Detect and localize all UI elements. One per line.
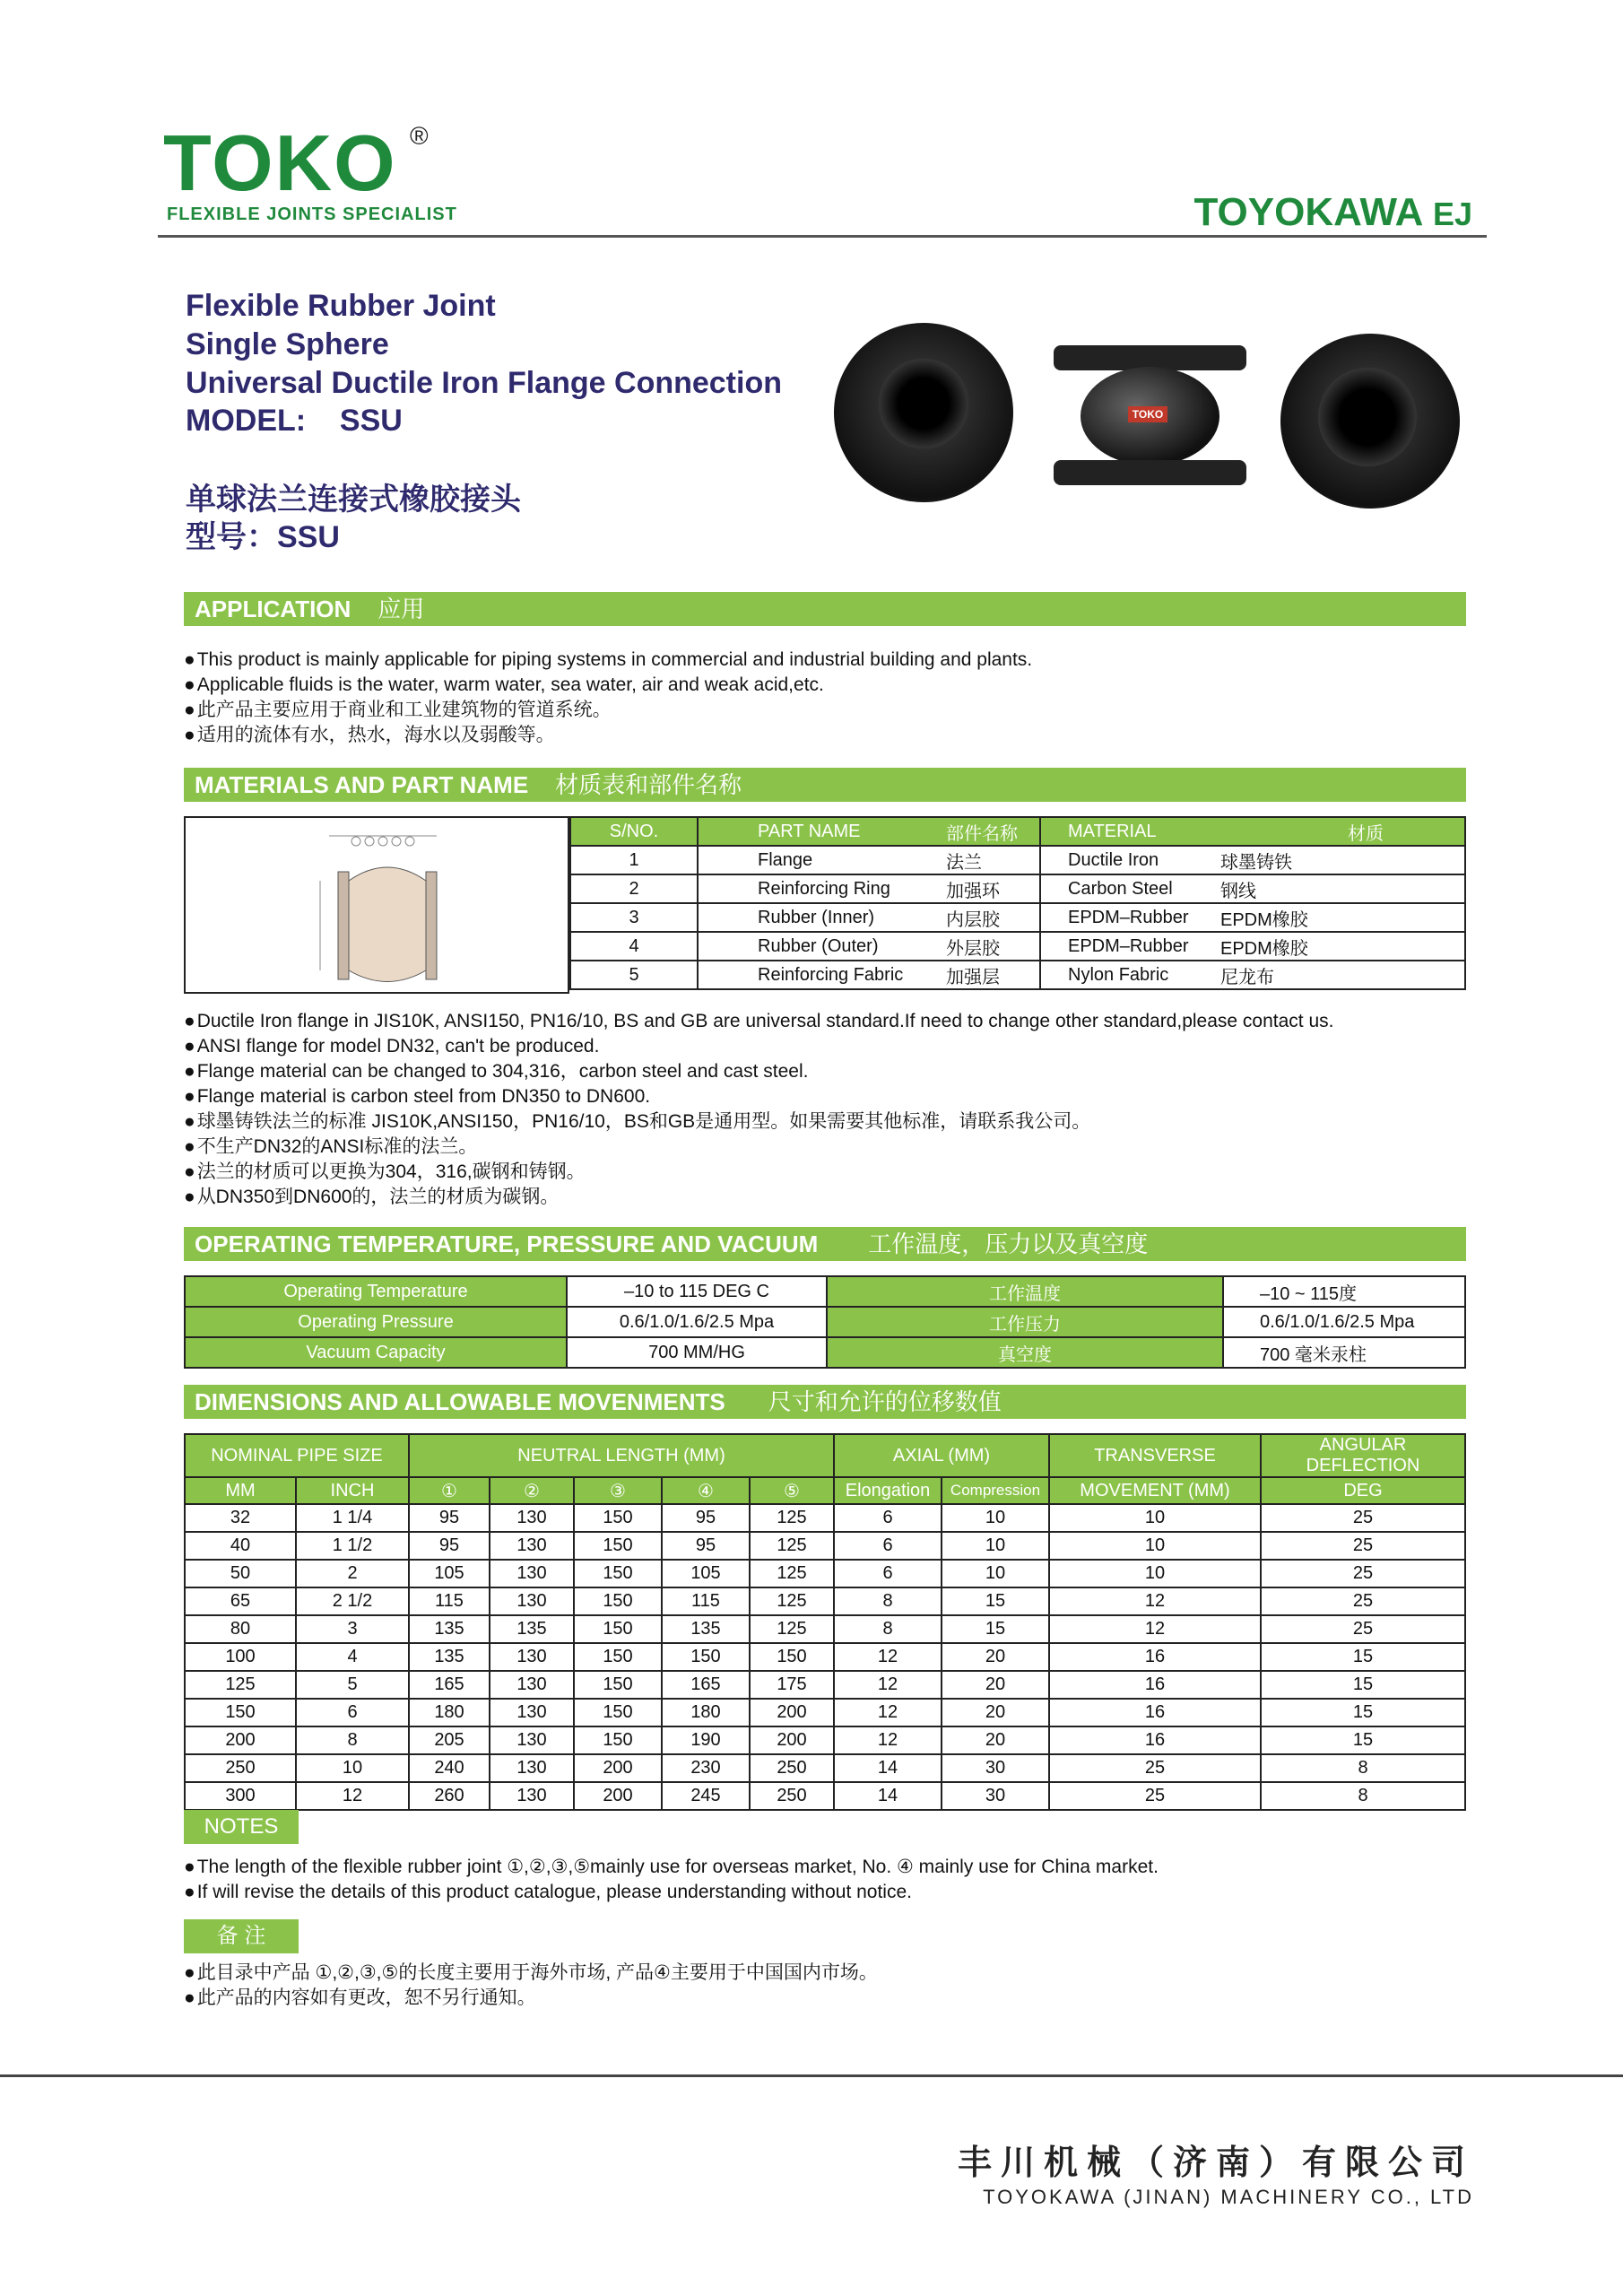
cell-n3: 150 bbox=[574, 1643, 662, 1671]
table-row bbox=[570, 961, 1465, 989]
cell-n5: 125 bbox=[750, 1532, 834, 1560]
cell-elong: 12 bbox=[834, 1643, 942, 1671]
registered-mark: ® bbox=[410, 122, 429, 150]
cell-material-cn: 钢线 bbox=[1220, 874, 1465, 903]
dimensions-header: DIMENSIONS AND ALLOWABLE MOVENMENTS 尺寸和允许的位移数值 bbox=[184, 1385, 1466, 1419]
cell-trans: 10 bbox=[1049, 1504, 1261, 1532]
cell-n4: 180 bbox=[662, 1699, 750, 1726]
cell-n2: 135 bbox=[490, 1615, 574, 1643]
cell-inch: 6 bbox=[296, 1699, 409, 1726]
bottom-flange bbox=[1054, 460, 1246, 485]
cell-sno: 4 bbox=[570, 932, 698, 961]
dimensions-table bbox=[184, 1433, 1466, 1811]
table-row bbox=[185, 1671, 1465, 1699]
header-n4: ④ bbox=[662, 1477, 750, 1504]
cell-n3: 150 bbox=[574, 1504, 662, 1532]
materials-bullets bbox=[184, 1009, 1333, 1210]
cell-n4: 150 bbox=[662, 1643, 750, 1671]
cell-material-cn: 尼龙布 bbox=[1220, 961, 1465, 989]
cell-value: –10 to 115 DEG C bbox=[567, 1276, 827, 1307]
cell-deg: 15 bbox=[1261, 1643, 1465, 1671]
cell-n3: 150 bbox=[574, 1726, 662, 1754]
cell-sno: 3 bbox=[570, 903, 698, 932]
cell-inch: 1 1/2 bbox=[296, 1532, 409, 1560]
cell-elong: 8 bbox=[834, 1615, 942, 1643]
cell-sno: 2 bbox=[570, 874, 698, 903]
table-row bbox=[185, 1307, 1465, 1337]
header-n5: ⑤ bbox=[750, 1477, 834, 1504]
header-part: PART NAME bbox=[698, 817, 946, 846]
cell-elong: 8 bbox=[834, 1587, 942, 1615]
cell-mm: 125 bbox=[185, 1671, 296, 1699]
table-row bbox=[185, 1587, 1465, 1615]
table-row bbox=[570, 903, 1465, 932]
cell-material-cn: EPDM橡胶 bbox=[1220, 932, 1465, 961]
materials-header: MATERIALS AND PART NAME 材质表和部件名称 bbox=[184, 768, 1466, 802]
header-nominal: NOMINAL PIPE SIZE bbox=[185, 1434, 409, 1477]
cell-sno: 1 bbox=[570, 846, 698, 874]
cell-comp: 30 bbox=[942, 1782, 1049, 1810]
cell-trans: 16 bbox=[1049, 1671, 1261, 1699]
cell-part: Reinforcing Fabric bbox=[698, 961, 946, 989]
cell-n4: 95 bbox=[662, 1504, 750, 1532]
list-item: ● 法兰的材质可以更换为304，316,碳钢和铸钢。 bbox=[184, 1160, 1333, 1185]
cell-n5: 125 bbox=[750, 1504, 834, 1532]
cell-sno: 5 bbox=[570, 961, 698, 989]
cell-inch: 1 1/4 bbox=[296, 1504, 409, 1532]
table-row bbox=[185, 1643, 1465, 1671]
cell-deg: 15 bbox=[1261, 1726, 1465, 1754]
cell-comp: 10 bbox=[942, 1532, 1049, 1560]
cell-n5: 250 bbox=[750, 1782, 834, 1810]
list-item: ● ANSI flange for model DN32, can't be produced. bbox=[184, 1034, 1333, 1059]
cell-comp: 10 bbox=[942, 1504, 1049, 1532]
cell-n1: 165 bbox=[409, 1671, 490, 1699]
cell-mm: 40 bbox=[185, 1532, 296, 1560]
cell-n5: 200 bbox=[750, 1699, 834, 1726]
cell-part-cn: 内层胶 bbox=[946, 903, 1040, 932]
product-photo-side bbox=[1054, 345, 1246, 489]
cell-comp: 20 bbox=[942, 1671, 1049, 1699]
cell-elong: 6 bbox=[834, 1504, 942, 1532]
cell-n3: 200 bbox=[574, 1782, 662, 1810]
cell-n5: 125 bbox=[750, 1615, 834, 1643]
list-item: ● The length of the flexible rubber joint ①,②,③,⑤mainly use for overseas market, No. ④ mainly use for China market. bbox=[184, 1855, 1159, 1880]
cell-n3: 150 bbox=[574, 1671, 662, 1699]
cell-material-cn: EPDM橡胶 bbox=[1220, 903, 1465, 932]
cell-comp: 10 bbox=[942, 1560, 1049, 1587]
header-transverse: TRANSVERSE bbox=[1049, 1434, 1261, 1477]
table-row bbox=[185, 1754, 1465, 1782]
cell-material-cn: 球墨铸铁 bbox=[1220, 846, 1465, 874]
cell-n5: 175 bbox=[750, 1671, 834, 1699]
cell-deg: 25 bbox=[1261, 1615, 1465, 1643]
cell-mm: 250 bbox=[185, 1754, 296, 1782]
cell-material: Ductile Iron bbox=[1040, 846, 1220, 874]
notes-tag-cn: 备 注 bbox=[184, 1919, 299, 1953]
cell-n3: 150 bbox=[574, 1615, 662, 1643]
header-neutral: NEUTRAL LENGTH (MM) bbox=[409, 1434, 834, 1477]
header-angular: ANGULAR DEFLECTION bbox=[1261, 1434, 1465, 1477]
header-n1: ① bbox=[409, 1477, 490, 1504]
cell-mm: 300 bbox=[185, 1782, 296, 1810]
cell-n1: 260 bbox=[409, 1782, 490, 1810]
toko-logo: TOKO bbox=[163, 118, 397, 207]
cell-trans: 16 bbox=[1049, 1643, 1261, 1671]
cell-n3: 150 bbox=[574, 1532, 662, 1560]
cell-part-cn: 外层胶 bbox=[946, 932, 1040, 961]
list-item: ● 球墨铸铁法兰的标准 JIS10K,ANSI150，PN16/10，BS和GB是通用型。如果需要其他标准，请联系我公司。 bbox=[184, 1109, 1333, 1135]
cell-value: 0.6/1.0/1.6/2.5 Mpa bbox=[567, 1307, 827, 1337]
product-title-line2: Single Sphere bbox=[186, 327, 389, 361]
cell-n1: 95 bbox=[409, 1504, 490, 1532]
table-row bbox=[185, 1532, 1465, 1560]
cell-deg: 8 bbox=[1261, 1782, 1465, 1810]
cell-material: Nylon Fabric bbox=[1040, 961, 1220, 989]
cell-trans: 16 bbox=[1049, 1699, 1261, 1726]
application-bullets bbox=[184, 648, 1032, 748]
footer-divider bbox=[0, 2074, 1623, 2077]
cell-label-cn: 工作温度 bbox=[827, 1276, 1223, 1307]
list-item: ● Ductile Iron flange in JIS10K, ANSI150, PN16/10, BS and GB are universal standard.If need to change other standard,please contact us. bbox=[184, 1009, 1333, 1034]
cell-n1: 180 bbox=[409, 1699, 490, 1726]
header-elongation: Elongation bbox=[834, 1477, 942, 1504]
cell-n4: 230 bbox=[662, 1754, 750, 1782]
cell-elong: 6 bbox=[834, 1560, 942, 1587]
table-row bbox=[185, 1276, 1465, 1307]
company-name-cn: 丰川机械（济南）有限公司 bbox=[957, 2144, 1474, 2182]
cell-n2: 130 bbox=[490, 1504, 574, 1532]
cell-n1: 95 bbox=[409, 1532, 490, 1560]
cell-n4: 105 bbox=[662, 1560, 750, 1587]
cell-n3: 150 bbox=[574, 1587, 662, 1615]
cell-deg: 15 bbox=[1261, 1671, 1465, 1699]
cell-trans: 12 bbox=[1049, 1615, 1261, 1643]
header-mm: MM bbox=[185, 1477, 296, 1504]
header-axial: AXIAL (MM) bbox=[834, 1434, 1049, 1477]
cell-n4: 245 bbox=[662, 1782, 750, 1810]
cell-n1: 105 bbox=[409, 1560, 490, 1587]
cell-inch: 5 bbox=[296, 1671, 409, 1699]
cell-elong: 12 bbox=[834, 1726, 942, 1754]
cell-elong: 12 bbox=[834, 1699, 942, 1726]
cell-n5: 250 bbox=[750, 1754, 834, 1782]
cell-label: Vacuum Capacity bbox=[185, 1337, 567, 1368]
cell-inch: 12 bbox=[296, 1782, 409, 1810]
cell-material: Carbon Steel bbox=[1040, 874, 1220, 903]
cell-n4: 95 bbox=[662, 1532, 750, 1560]
cell-n2: 130 bbox=[490, 1754, 574, 1782]
cell-trans: 10 bbox=[1049, 1532, 1261, 1560]
cell-part-cn: 加强层 bbox=[946, 961, 1040, 989]
brand-suffix: EJ bbox=[1432, 196, 1472, 232]
cell-part: Rubber (Outer) bbox=[698, 932, 946, 961]
company-name-en: TOYOKAWA (JINAN) MACHINERY CO., LTD bbox=[983, 2186, 1474, 2208]
header-transverse-mm: MOVEMENT (MM) bbox=[1049, 1477, 1261, 1504]
cell-n4: 115 bbox=[662, 1587, 750, 1615]
cell-trans: 25 bbox=[1049, 1754, 1261, 1782]
table-row bbox=[185, 1699, 1465, 1726]
list-item: ● 此产品主要应用于商业和工业建筑物的管道系统。 bbox=[184, 698, 1032, 723]
list-item: ● 适用的流体有水，热水，海水以及弱酸等。 bbox=[184, 723, 1032, 748]
cell-n1: 240 bbox=[409, 1754, 490, 1782]
product-title-line3: Universal Ductile Iron Flange Connection bbox=[186, 366, 782, 400]
cell-comp: 15 bbox=[942, 1615, 1049, 1643]
cell-deg: 25 bbox=[1261, 1504, 1465, 1532]
table-row bbox=[570, 932, 1465, 961]
table-row bbox=[570, 846, 1465, 874]
header-deg: DEG bbox=[1261, 1477, 1465, 1504]
table-row bbox=[185, 1337, 1465, 1368]
cell-trans: 10 bbox=[1049, 1560, 1261, 1587]
brand-name: TOYOKAWA EJ bbox=[1193, 190, 1472, 234]
list-item: ● If will revise the details of this product catalogue, please understanding without notice. bbox=[184, 1880, 1159, 1905]
cell-n4: 165 bbox=[662, 1671, 750, 1699]
logo-tagline: FLEXIBLE JOINTS SPECIALIST bbox=[167, 204, 457, 224]
notes-tag: NOTES bbox=[184, 1810, 299, 1844]
table-row bbox=[185, 1726, 1465, 1754]
cell-n1: 115 bbox=[409, 1587, 490, 1615]
cell-n2: 130 bbox=[490, 1532, 574, 1560]
cell-deg: 8 bbox=[1261, 1754, 1465, 1782]
product-photo-angled bbox=[1280, 334, 1460, 509]
product-title-line1: Flexible Rubber Joint bbox=[186, 289, 496, 323]
cell-label-cn: 真空度 bbox=[827, 1337, 1223, 1368]
product-photo-front bbox=[834, 323, 1013, 502]
cell-part-cn: 法兰 bbox=[946, 846, 1040, 874]
cell-elong: 6 bbox=[834, 1532, 942, 1560]
list-item: ● Flange material can be changed to 304,316，carbon steel and cast steel. bbox=[184, 1059, 1333, 1084]
cell-n5: 125 bbox=[750, 1587, 834, 1615]
cell-elong: 14 bbox=[834, 1754, 942, 1782]
cell-label: Operating Pressure bbox=[185, 1307, 567, 1337]
product-model: MODEL: SSU bbox=[186, 404, 403, 438]
header-compression: Compression bbox=[942, 1477, 1049, 1504]
product-title-cn: 单球法兰连接式橡胶接头 bbox=[186, 483, 521, 517]
application-header: APPLICATION 应用 bbox=[184, 592, 1466, 626]
cell-value-cn: 0.6/1.0/1.6/2.5 Mpa bbox=[1223, 1307, 1465, 1337]
cell-n1: 135 bbox=[409, 1643, 490, 1671]
list-item: ● Applicable fluids is the water, warm water, sea water, air and weak acid,etc. bbox=[184, 673, 1032, 698]
cell-material: EPDM–Rubber bbox=[1040, 932, 1220, 961]
cell-inch: 3 bbox=[296, 1615, 409, 1643]
cell-n1: 205 bbox=[409, 1726, 490, 1754]
cell-trans: 25 bbox=[1049, 1782, 1261, 1810]
cell-deg: 15 bbox=[1261, 1699, 1465, 1726]
cell-n5: 125 bbox=[750, 1560, 834, 1587]
cell-deg: 25 bbox=[1261, 1532, 1465, 1560]
operating-table bbox=[184, 1275, 1466, 1369]
cell-trans: 12 bbox=[1049, 1587, 1261, 1615]
cell-inch: 4 bbox=[296, 1643, 409, 1671]
header-n3: ③ bbox=[574, 1477, 662, 1504]
header-inch: INCH bbox=[296, 1477, 409, 1504]
cell-mm: 32 bbox=[185, 1504, 296, 1532]
notes-bullets bbox=[184, 1855, 1159, 1905]
operating-header: OPERATING TEMPERATURE, PRESSURE AND VACUUM 工作温度，压力以及真空度 bbox=[184, 1227, 1466, 1261]
table-row bbox=[185, 1560, 1465, 1587]
cell-n3: 150 bbox=[574, 1560, 662, 1587]
flange-bore-angled bbox=[1318, 368, 1417, 466]
flange-bore bbox=[879, 359, 968, 448]
table-row bbox=[185, 1504, 1465, 1532]
cell-label-cn: 工作压力 bbox=[827, 1307, 1223, 1337]
cell-n2: 130 bbox=[490, 1671, 574, 1699]
table-row bbox=[185, 1615, 1465, 1643]
cell-n5: 150 bbox=[750, 1643, 834, 1671]
cell-part: Rubber (Inner) bbox=[698, 903, 946, 932]
cell-elong: 14 bbox=[834, 1782, 942, 1810]
cell-elong: 12 bbox=[834, 1671, 942, 1699]
cell-n4: 190 bbox=[662, 1726, 750, 1754]
cell-inch: 2 1/2 bbox=[296, 1587, 409, 1615]
cell-n2: 130 bbox=[490, 1782, 574, 1810]
cell-comp: 15 bbox=[942, 1587, 1049, 1615]
cell-n2: 130 bbox=[490, 1643, 574, 1671]
product-model-cn: 型号：SSU bbox=[186, 520, 340, 554]
cell-n3: 150 bbox=[574, 1699, 662, 1726]
notes-bullets-cn bbox=[184, 1961, 878, 2011]
cell-n4: 135 bbox=[662, 1615, 750, 1643]
cell-label: Operating Temperature bbox=[185, 1276, 567, 1307]
header-part-cn: 部件名称 bbox=[946, 817, 1040, 846]
cell-trans: 16 bbox=[1049, 1726, 1261, 1754]
cell-mm: 50 bbox=[185, 1560, 296, 1587]
header-material-cn: 材质 bbox=[1220, 817, 1465, 846]
materials-table bbox=[569, 816, 1466, 990]
toko-label: TOKO bbox=[1128, 406, 1167, 422]
cell-value: 700 MM/HG bbox=[567, 1337, 827, 1368]
cell-comp: 20 bbox=[942, 1726, 1049, 1754]
list-item: ● 此目录中产品 ①,②,③,⑤的长度主要用于海外市场, 产品④主要用于中国国内市场。 bbox=[184, 1961, 878, 1986]
list-item: ● 此产品的内容如有更改，恕不另行通知。 bbox=[184, 1986, 878, 2011]
cell-deg: 25 bbox=[1261, 1560, 1465, 1587]
cell-comp: 20 bbox=[942, 1699, 1049, 1726]
header-sno: S/NO. bbox=[570, 817, 698, 846]
table-row bbox=[185, 1782, 1465, 1810]
header-n2: ② bbox=[490, 1477, 574, 1504]
list-item: ● 从DN350到DN600的，法兰的材质为碳钢。 bbox=[184, 1185, 1333, 1210]
cell-mm: 65 bbox=[185, 1587, 296, 1615]
header-divider bbox=[158, 235, 1487, 238]
joint-diagram bbox=[184, 816, 569, 994]
list-item: ● Flange material is carbon steel from DN350 to DN600. bbox=[184, 1084, 1333, 1109]
cell-n3: 200 bbox=[574, 1754, 662, 1782]
cell-part: Reinforcing Ring bbox=[698, 874, 946, 903]
list-item: ● 不生产DN32的ANSI标准的法兰。 bbox=[184, 1135, 1333, 1160]
cell-comp: 30 bbox=[942, 1754, 1049, 1782]
joint-cross-section-drawing bbox=[186, 818, 568, 992]
cell-material: EPDM–Rubber bbox=[1040, 903, 1220, 932]
cell-mm: 200 bbox=[185, 1726, 296, 1754]
cell-n2: 130 bbox=[490, 1587, 574, 1615]
cell-part-cn: 加强环 bbox=[946, 874, 1040, 903]
cell-value-cn: –10 ~ 115度 bbox=[1223, 1276, 1465, 1307]
cell-mm: 150 bbox=[185, 1699, 296, 1726]
cell-value-cn: 700 毫米汞柱 bbox=[1223, 1337, 1465, 1368]
cell-comp: 20 bbox=[942, 1643, 1049, 1671]
cell-mm: 80 bbox=[185, 1615, 296, 1643]
cell-n2: 130 bbox=[490, 1726, 574, 1754]
cell-n5: 200 bbox=[750, 1726, 834, 1754]
table-row bbox=[570, 874, 1465, 903]
cell-n2: 130 bbox=[490, 1699, 574, 1726]
cell-n2: 130 bbox=[490, 1560, 574, 1587]
list-item: ● This product is mainly applicable for piping systems in commercial and industrial building and plants. bbox=[184, 648, 1032, 673]
cell-n1: 135 bbox=[409, 1615, 490, 1643]
cell-deg: 25 bbox=[1261, 1587, 1465, 1615]
cell-part: Flange bbox=[698, 846, 946, 874]
cell-inch: 10 bbox=[296, 1754, 409, 1782]
cell-mm: 100 bbox=[185, 1643, 296, 1671]
cell-inch: 8 bbox=[296, 1726, 409, 1754]
cell-inch: 2 bbox=[296, 1560, 409, 1587]
header-material: MATERIAL bbox=[1040, 817, 1220, 846]
